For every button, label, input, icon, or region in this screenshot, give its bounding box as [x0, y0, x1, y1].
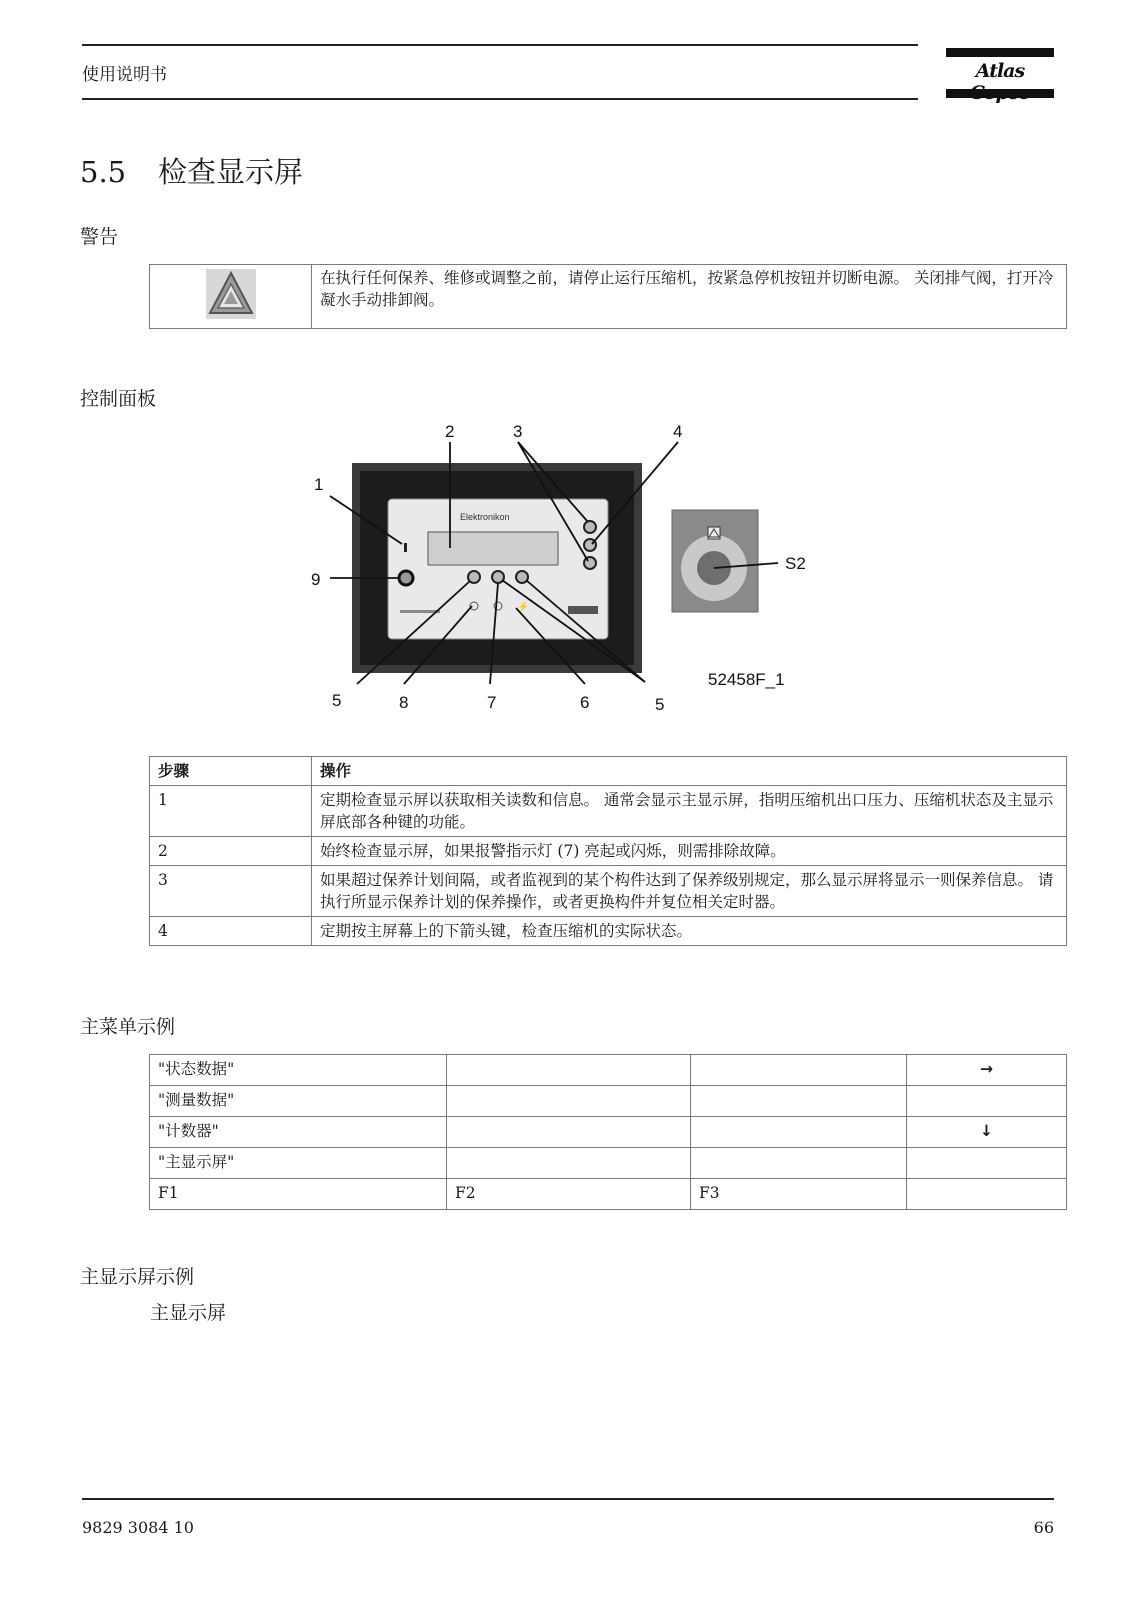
panel-brand-label: Elektronikon: [460, 512, 510, 522]
menu-cell: [691, 1148, 907, 1179]
menu-item-label: "状态数据": [150, 1055, 447, 1086]
function-key-label: F1: [150, 1179, 447, 1210]
table-row: [150, 1117, 1067, 1148]
menu-cell: [907, 1086, 1067, 1117]
table-row: [150, 1179, 1067, 1210]
menu-item-label: "测量数据": [150, 1086, 447, 1117]
menu-cell: [447, 1086, 691, 1117]
main-display-heading: 主显示屏示例: [80, 1266, 195, 1288]
main-menu-table: [149, 1054, 1067, 1210]
warning-text: 在执行任何保养、维修或调整之前，请停止运行压缩机，按紧急停机按钮并切断电源。 关闭排气阀，打开冷凝水手动排卸阀。: [312, 265, 1067, 329]
table-row: [150, 1086, 1067, 1117]
header-top-rule: [82, 44, 918, 46]
callout-label: 9: [311, 570, 321, 589]
menu-cell: [691, 1117, 907, 1148]
step-action: 如果超过保养计划间隔，或者监视到的某个构件达到了保养级别规定，那么显示屏将显示一则保养信息。 请执行所显示保养计划的保养操作，或者更换构件并复位相关定时器。: [312, 866, 1067, 917]
callout-label: 3: [513, 422, 523, 441]
scroll-up-key[interactable]: [584, 521, 596, 533]
step-number: 4: [150, 917, 312, 946]
warning-heading: 警告: [80, 226, 119, 248]
menu-cell: [447, 1117, 691, 1148]
led-indicator: [404, 543, 407, 552]
step-number: 2: [150, 837, 312, 866]
table-row: [150, 1148, 1067, 1179]
document-number: 9829 3084 10: [82, 1518, 194, 1537]
main-menu-heading: 主菜单示例: [80, 1016, 176, 1038]
control-panel-diagram: [300, 420, 840, 740]
callout-label: S2: [785, 554, 806, 573]
step-action: 定期检查显示屏以获取相关读数和信息。 通常会显示主显示屏，指明压缩机出口压力、压缩机状态及主显示屏底部各种键的功能。: [312, 786, 1067, 837]
menu-cell: [691, 1086, 907, 1117]
table-row: [150, 917, 1067, 946]
callout-label: 8: [399, 693, 409, 712]
table-row: [150, 1055, 1067, 1086]
menu-item-label: "计数器": [150, 1117, 447, 1148]
table-row: [150, 786, 1067, 837]
menu-cell: [907, 1179, 1067, 1210]
callout-label: 4: [673, 422, 683, 441]
start-button[interactable]: [399, 571, 413, 585]
menu-item-label: "主显示屏": [150, 1148, 447, 1179]
callout-label: 2: [445, 422, 455, 441]
callout-label: 6: [580, 693, 590, 712]
down-arrow-icon: ↓: [907, 1117, 1067, 1148]
function-key-label: F2: [447, 1179, 691, 1210]
steps-table: [149, 756, 1067, 946]
warning-triangle-icon: [206, 269, 256, 319]
section-number: 5.5: [80, 155, 127, 189]
step-action: 始终检查显示屏，如果报警指示灯 (7) 亮起或闪烁，则需排除故障。: [312, 837, 1067, 866]
menu-cell: [447, 1148, 691, 1179]
main-display-label: 主显示屏: [150, 1302, 227, 1324]
manual-title: 使用说明书: [82, 65, 167, 85]
table-header: 步骤: [150, 757, 312, 786]
footer-rule: [82, 1498, 1054, 1500]
step-number: 1: [150, 786, 312, 837]
right-arrow-icon: →: [907, 1055, 1067, 1086]
table-row: [150, 837, 1067, 866]
menu-cell: [907, 1148, 1067, 1179]
menu-cell: [691, 1055, 907, 1086]
callout-label: 7: [487, 693, 497, 712]
table-row: [150, 866, 1067, 917]
menu-cell: [447, 1055, 691, 1086]
callout-label: 1: [314, 475, 324, 494]
step-action: 定期按主屏幕上的下箭头键，检查压缩机的实际状态。: [312, 917, 1067, 946]
step-number: 3: [150, 866, 312, 917]
callout-label: 5: [332, 691, 342, 710]
atlas-copco-logo: Atlas: [946, 48, 1054, 98]
section-title: [80, 150, 303, 191]
header-bottom-rule: [82, 98, 918, 100]
control-panel-heading: 控制面板: [80, 388, 157, 410]
warning-icon-cell: [150, 265, 312, 329]
function-key-label: F3: [691, 1179, 907, 1210]
section-heading: 检查显示屏: [158, 155, 304, 189]
svg-text:⚡: ⚡: [517, 602, 530, 613]
table-header: 操作: [312, 757, 1067, 786]
page-number: 66: [1033, 1518, 1054, 1537]
warning-box: [149, 264, 1067, 329]
callout-label: 5: [655, 695, 665, 714]
figure-id: 52458F_1: [708, 670, 785, 689]
